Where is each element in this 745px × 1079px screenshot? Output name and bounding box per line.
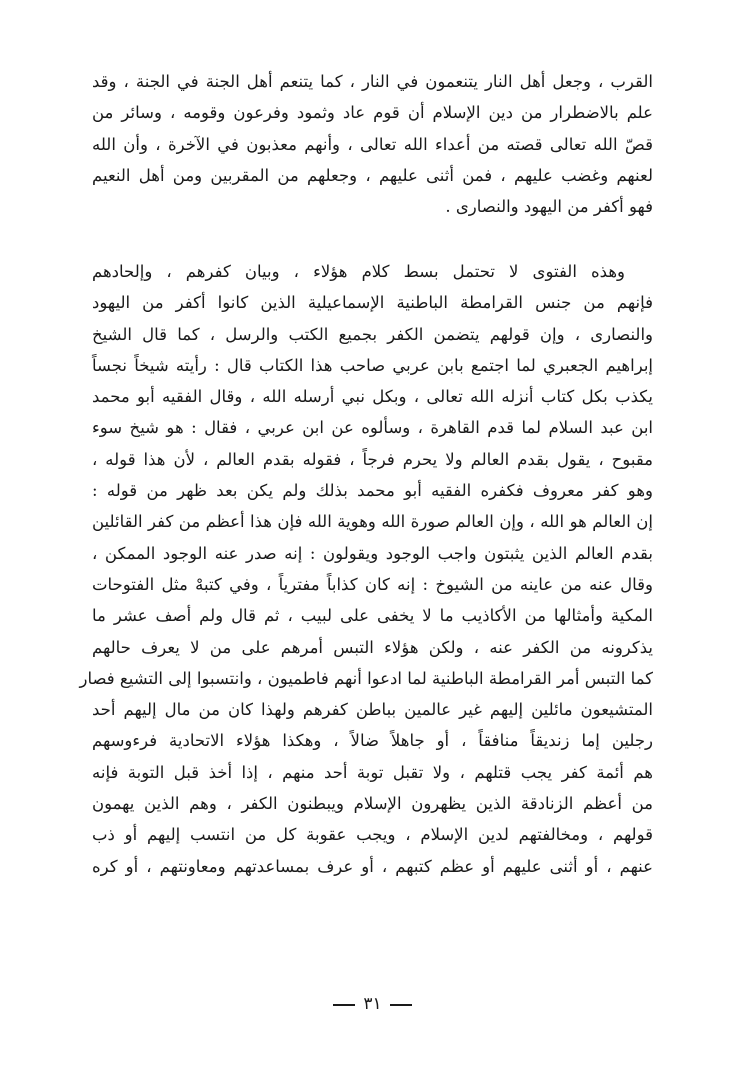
text-line: إبراهيم الجعبري لما اجتمع بابن عربي صاحب هذا الكتاب قال : رأيته شيخاً نجساً bbox=[92, 355, 653, 375]
text-line: وقال عنه من عاينه من الشيوخ : إنه كان كذاباً مفترياً ، وفي كتبهْ مثل الفتوحات bbox=[92, 574, 653, 594]
text-line: إن العالم هو الله ، وإن العالم صورة الله وهوية الله فإن هذا أعظم من كفر القائلين bbox=[92, 512, 653, 532]
text-line: والنصارى ، وإن قولهم يتضمن الكفر بجميع الكتب والرسل ، كما قال الشيخ bbox=[92, 324, 653, 344]
text-line: المكية وأمثالها من الأكاذيب ما لا يخفى على لبيب ، ثم قال ولم أصف عشر ما bbox=[92, 606, 653, 626]
paragraph-2 bbox=[79, 256, 653, 882]
text-line: علم بالاضطرار من دين الإسلام أن قوم عاد وثمود وفرعون وقومه ، وسائر من bbox=[92, 103, 653, 123]
text-line: وهو كفر معروف فكفره الفقيه أبو محمد بذلك ولم يكن بعد ظهر من قوله : bbox=[92, 481, 653, 501]
text-line: المتشيعون مائلين إليهم غير عالمين بباطن كفرهم ولهذا كان من مال إليهم أحد bbox=[92, 700, 653, 720]
text-line: وهذه الفتوى لا تحتمل بسط كلام هؤلاء ، وبيان كفرهم ، وإلحادهم bbox=[92, 262, 625, 281]
footer-dash-left bbox=[333, 1004, 355, 1006]
text-line: مقبوح ، يقول بقدم العالم ولا يحرم فرجاً ، فقوله بقدم العالم ، لأن هذا قوله ، bbox=[92, 449, 653, 469]
text-line: ابن عبد السلام لما قدم القاهرة ، وسألوه عن ابن عربي ، فقال : هو شيخ سوء bbox=[92, 418, 653, 438]
text-line: لعنهم وغضب عليهم ، فمن أثنى عليهم ، وجعلهم من المقربين ومن أهل النعيم bbox=[92, 165, 653, 185]
text-line: هم أئمة كفر يجب قتلهم ، ولا تقبل توبة أحد منهم ، إذا أخذ قبل التوبة فإنه bbox=[92, 762, 653, 782]
text-line: قولهم ، ومخالفتهم لدين الإسلام ، ويجب عقوبة كل من انتسب إليهم أو ذب bbox=[92, 825, 653, 845]
page-footer bbox=[0, 994, 745, 1014]
paragraph-1 bbox=[92, 66, 653, 222]
text-line: يذكرونه من الكفر عنه ، ولكن هؤلاء التبس أمرهم على من لا يعرف حالهم bbox=[92, 637, 653, 657]
text-line: فإنهم من جنس القرامطة الباطنية الإسماعيلية الذين كانوا أكفر من اليهود bbox=[92, 293, 653, 313]
text-line: عنهم ، أو أثنى عليهم أو عظم كتبهم ، أو عرف بمساعدتهم ومعاونتهم ، أو كره bbox=[92, 856, 653, 876]
text-line: من أعظم الزنادقة الذين يظهرون الإسلام ويبطنون الكفر ، وهم الذين يهمون bbox=[92, 794, 653, 814]
text-line: فهو أكفر من اليهود والنصارى . bbox=[445, 197, 653, 217]
text-line: القرب ، وجعل أهل النار يتنعمون في النار ، كما يتنعم أهل الجنة في الجنة ، وقد bbox=[92, 72, 653, 91]
page-number: ٣١ bbox=[363, 994, 382, 1014]
footer-dash-right bbox=[390, 1004, 412, 1006]
text-line: كما التبس أمر القرامطة الباطنية لما ادعوا أنهم فاطميون ، وانتسبوا إلى التشيع فصار bbox=[79, 668, 653, 688]
text-line: بقدم العالم الذين يثبتون واجب الوجود ويقولون : إنه صدر عنه الوجود الممكن ، bbox=[92, 543, 653, 563]
text-line: يكذب بكل كتاب أنزله الله تعالى ، وبكل نبي أرسله الله ، وقال الفقيه أبو محمد bbox=[92, 387, 653, 407]
text-line: رجلين إما زنديقاً منافقاً ، أو جاهلاً ضالاً ، وهكذا هؤلاء الاتحادية فرءوسهم bbox=[92, 731, 653, 751]
text-line: قصّ الله تعالى قصته من أعداء الله تعالى ، وأنهم معذبون في الآخرة ، وأن الله bbox=[92, 134, 653, 154]
